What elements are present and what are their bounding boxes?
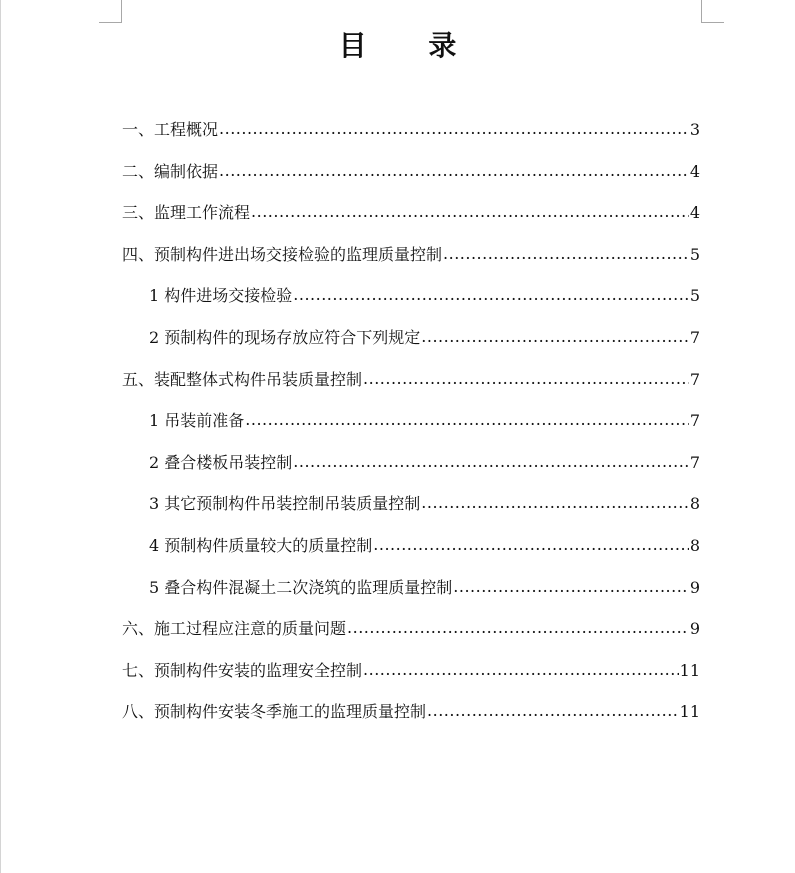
margin-corner-mark-top-right <box>701 0 724 23</box>
toc-entry-page: 7 <box>689 452 700 472</box>
toc-subentry[interactable] <box>122 531 700 573</box>
toc-entry-page: 7 <box>689 411 700 431</box>
toc-entry-page: 4 <box>689 203 700 223</box>
toc-entry-label: 1 构件进场交接检验 <box>149 286 293 306</box>
toc-entry-page: 4 <box>689 161 700 181</box>
toc-dot-leader <box>421 322 689 352</box>
toc-entry[interactable] <box>122 240 700 282</box>
margin-corner-mark-top-left <box>99 0 122 23</box>
toc-entry-page: 8 <box>689 494 700 514</box>
toc-dot-leader <box>219 156 689 186</box>
toc-entry-label: 3 其它预制构件吊装控制吊装质量控制 <box>149 494 421 514</box>
toc-entry[interactable] <box>122 198 700 240</box>
toc-entry-page: 11 <box>679 702 700 722</box>
toc-dot-leader <box>363 655 679 685</box>
toc-entry[interactable] <box>122 614 700 656</box>
toc-entry-label: 1 吊装前准备 <box>149 411 245 431</box>
toc-entry-label: 2 叠合楼板吊装控制 <box>149 452 293 472</box>
toc-dot-leader <box>245 405 689 435</box>
toc-entry-label: 二、编制依据 <box>122 161 219 181</box>
toc-entry[interactable] <box>122 115 700 157</box>
toc-entry-page: 9 <box>689 577 700 597</box>
toc-subentry[interactable] <box>122 323 700 365</box>
toc-entry-label: 八、预制构件安装冬季施工的监理质量控制 <box>122 702 427 722</box>
toc-entry-label: 七、预制构件安装的监理安全控制 <box>122 660 363 680</box>
toc-entry-page: 3 <box>689 120 700 139</box>
toc-entry-page: 5 <box>689 244 700 264</box>
toc-subentry[interactable] <box>122 489 700 531</box>
toc-subentry[interactable] <box>122 448 700 490</box>
toc-entry-page: 5 <box>689 286 700 306</box>
toc-dot-leader <box>427 696 679 726</box>
toc-dot-leader <box>453 572 689 602</box>
toc-entry-label: 四、预制构件进出场交接检验的监理质量控制 <box>122 244 443 264</box>
toc-subentry[interactable] <box>122 281 700 323</box>
toc-entry-label: 2 预制构件的现场存放应符合下列规定 <box>149 327 421 347</box>
toc-dot-leader <box>443 239 689 269</box>
toc-dot-leader <box>293 447 689 477</box>
toc-entry[interactable] <box>122 157 700 199</box>
table-of-contents <box>122 115 700 739</box>
toc-entry-page: 7 <box>689 369 700 389</box>
toc-entry-page: 7 <box>689 327 700 347</box>
toc-entry-label: 三、监理工作流程 <box>122 203 251 223</box>
toc-dot-leader <box>347 613 689 643</box>
toc-entry-label: 五、装配整体式构件吊装质量控制 <box>122 369 363 389</box>
toc-entry-page: 8 <box>689 535 700 555</box>
toc-entry-page: 11 <box>679 660 700 680</box>
toc-entry-page: 9 <box>689 619 700 639</box>
toc-subentry[interactable] <box>122 573 700 615</box>
toc-dot-leader <box>251 197 689 227</box>
toc-entry[interactable] <box>122 656 700 698</box>
toc-subentry[interactable] <box>122 406 700 448</box>
toc-dot-leader <box>293 280 689 310</box>
page-title: 目 录 <box>338 29 483 62</box>
toc-entry-label: 4 预制构件质量较大的质量控制 <box>149 535 373 555</box>
toc-entry[interactable] <box>122 697 700 739</box>
toc-entry-label: 六、施工过程应注意的质量问题 <box>122 619 347 639</box>
toc-entry-label: 一、工程概况 <box>122 120 219 139</box>
toc-entry-label: 5 叠合构件混凝土二次浇筑的监理质量控制 <box>149 577 453 597</box>
page-left-edge <box>0 0 1 873</box>
toc-entry[interactable] <box>122 365 700 407</box>
toc-dot-leader <box>421 488 689 518</box>
toc-dot-leader <box>219 114 689 144</box>
toc-dot-leader <box>373 530 689 560</box>
toc-dot-leader <box>363 364 689 394</box>
